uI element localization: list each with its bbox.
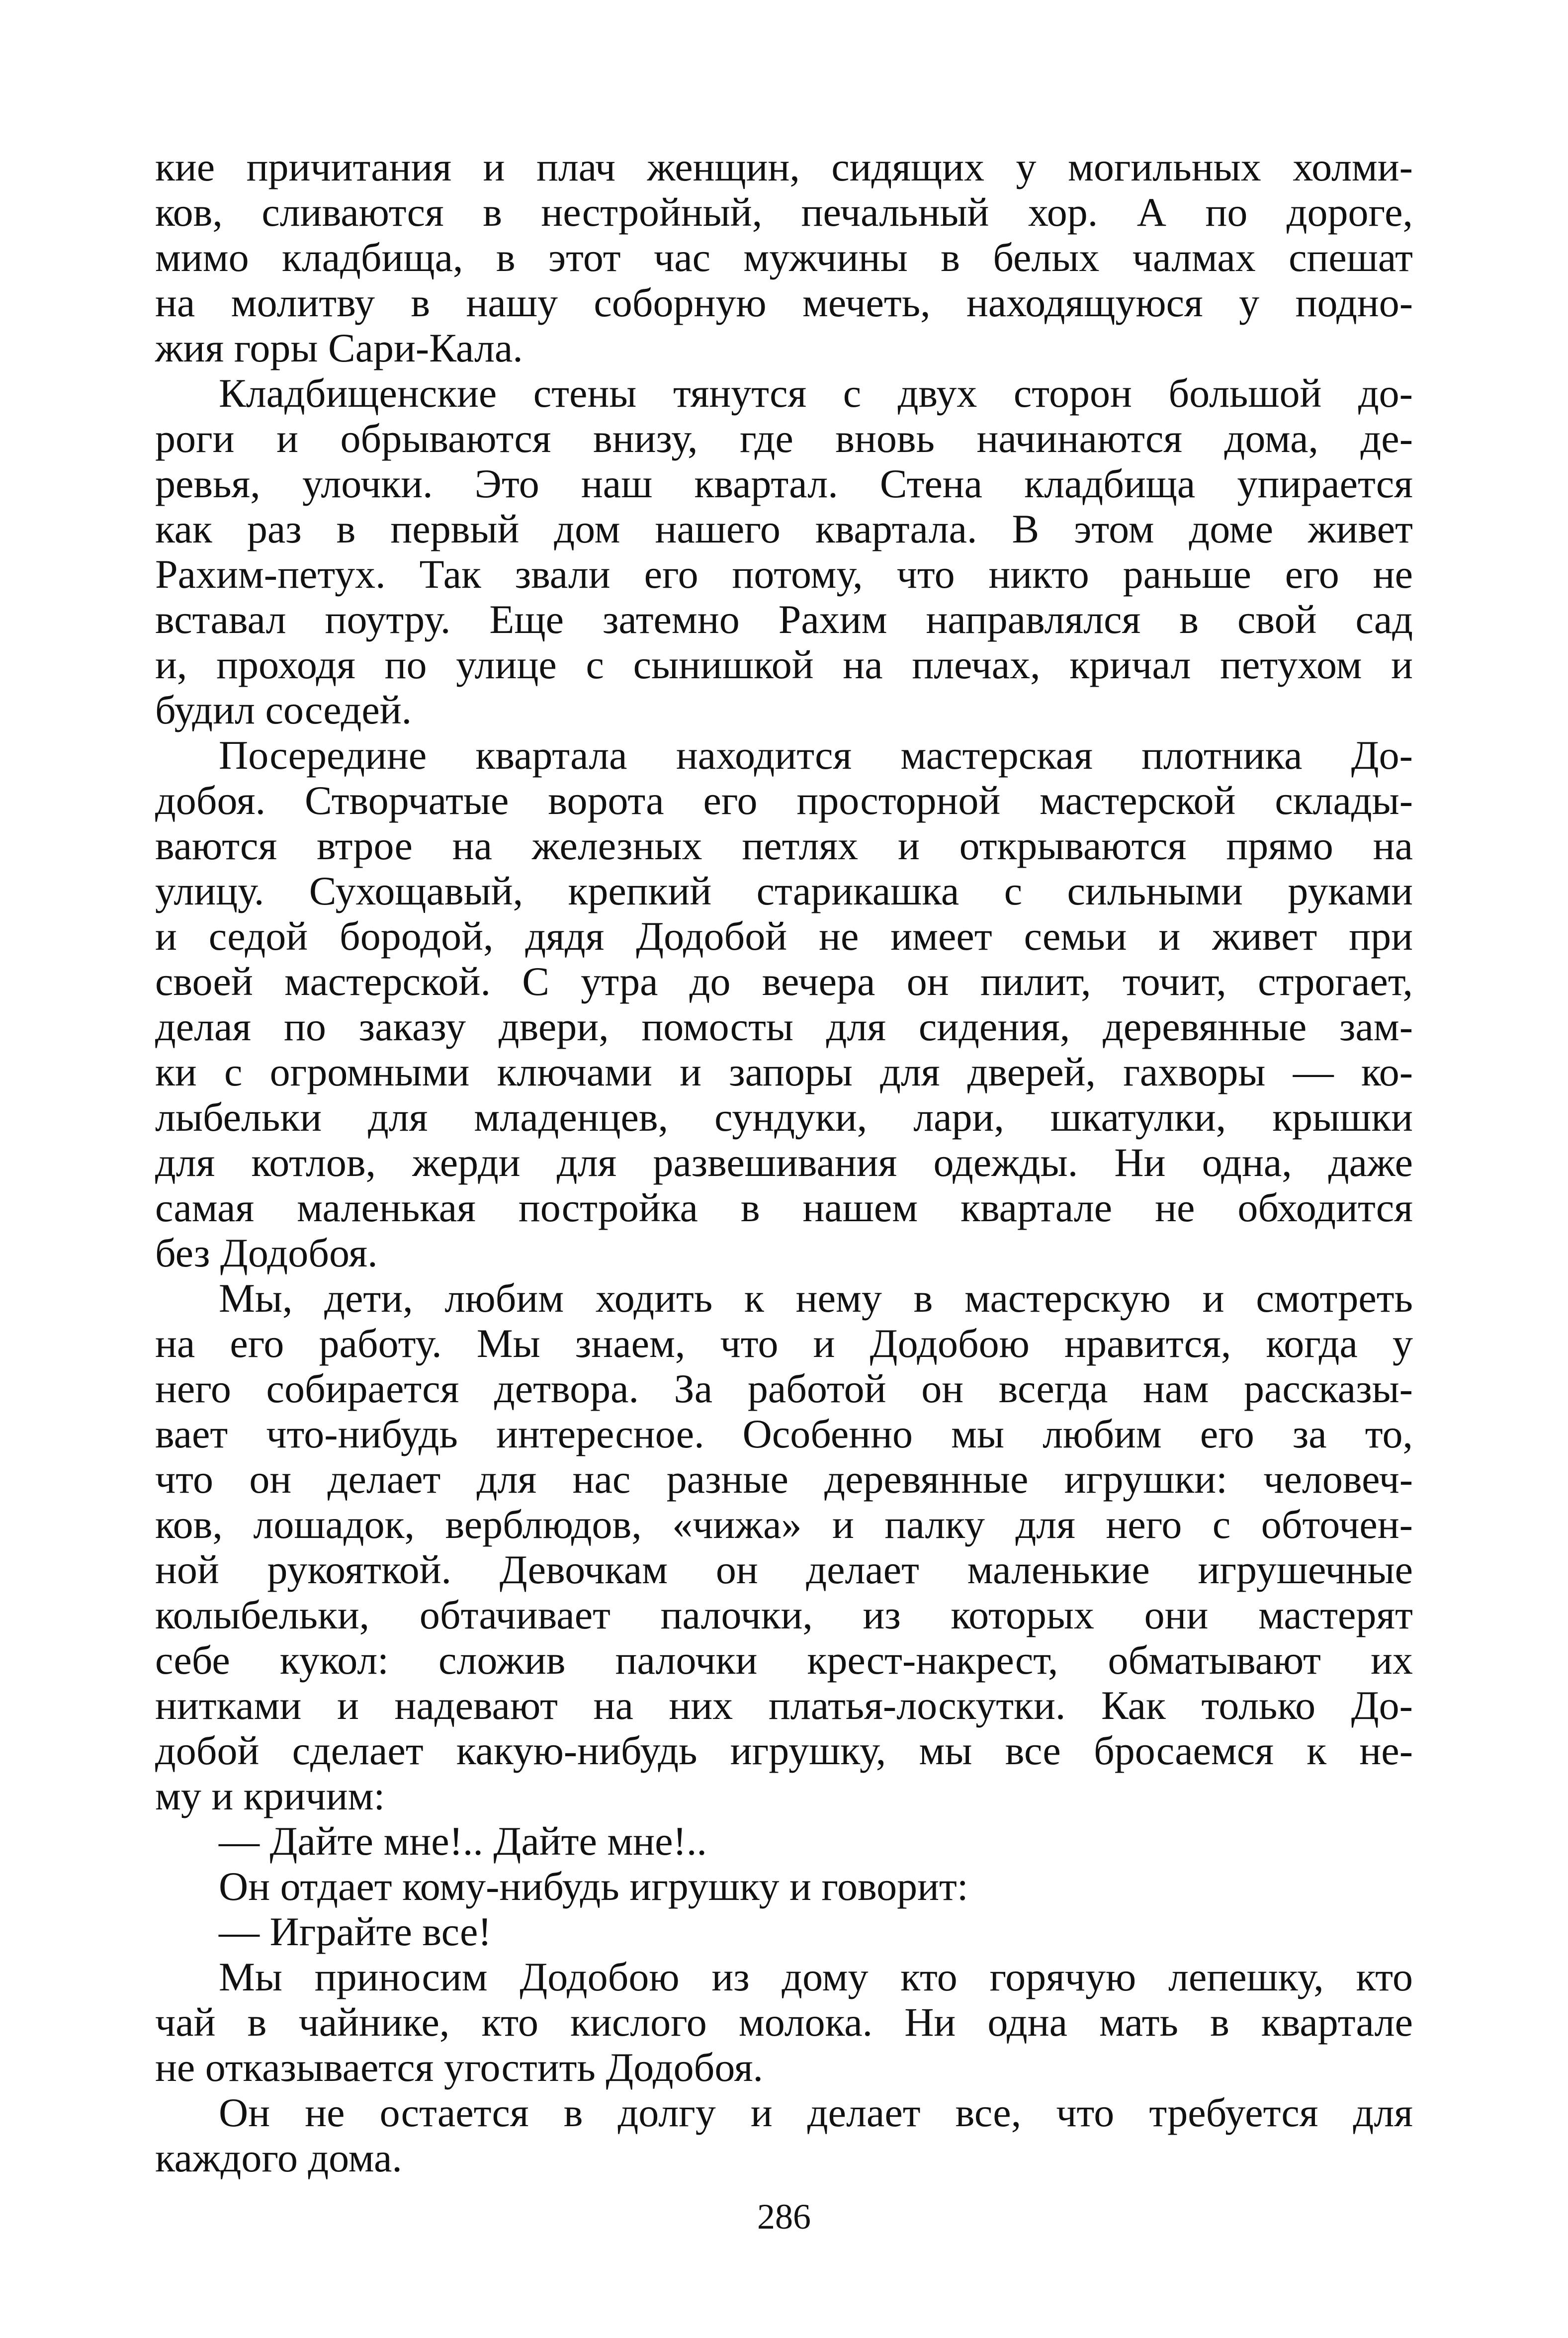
text-line: вставал поутру. Еще затемно Рахим направлялся в свой сад bbox=[155, 597, 1413, 642]
text-line: на молитву в нашу соборную мечеть, находящуюся у подно- bbox=[155, 280, 1413, 325]
text-line: ной рукояткой. Девочкам он делает маленькие игрушечные bbox=[155, 1547, 1413, 1592]
text-line: самая маленькая постройка в нашем квартале не обходится bbox=[155, 1185, 1413, 1230]
text-line: него собирается детвора. За работой он всегда нам рассказы- bbox=[155, 1366, 1413, 1411]
text-line: и седой бородой, дядя Додобой не имеет семьи и живет при bbox=[155, 913, 1413, 959]
text-line: добоя. Створчатые ворота его просторной мастерской склады- bbox=[155, 778, 1413, 823]
text-line: добой сделает какую-нибудь игрушку, мы все бросаемся к не- bbox=[155, 1728, 1413, 1773]
text-line: своей мастерской. С утра до вечера он пилит, точит, строгает, bbox=[155, 959, 1413, 1004]
body-text bbox=[155, 144, 1413, 2180]
text-line: будил соседей. bbox=[155, 687, 412, 732]
text-line: делая по заказу двери, помосты для сидения, деревянные зам- bbox=[155, 1004, 1413, 1049]
text-line: ков, сливаются в нестройный, печальный хор. А по дороге, bbox=[155, 189, 1413, 235]
text-line: чай в чайнике, кто кислого молока. Ни одна мать в квартале bbox=[155, 1999, 1413, 2045]
page-number: 286 bbox=[757, 2197, 811, 2237]
text-line: улицу. Сухощавый, крепкий старикашка с сильными руками bbox=[155, 868, 1413, 913]
text-line: ревья, улочки. Это наш квартал. Стена кладбища упирается bbox=[155, 461, 1413, 506]
text-line: каждого дома. bbox=[155, 2135, 402, 2180]
text-line: ков, лошадок, верблюдов, «чижа» и палку для него с обточен- bbox=[155, 1502, 1413, 1547]
dialogue-line: — Дайте мне!.. Дайте мне!.. bbox=[219, 1818, 707, 1864]
paragraph-first-line: Кладбищенские стены тянутся с двух сторон большой до- bbox=[219, 370, 1413, 416]
text-line: Рахим-петух. Так звали его потому, что никто раньше его не bbox=[155, 551, 1413, 597]
text-line: себе кукол: сложив палочки крест-накрест, обматывают их bbox=[155, 1637, 1413, 1683]
text-line: вает что-нибудь интересное. Особенно мы любим его за то, bbox=[155, 1411, 1413, 1456]
text-line: без Додобоя. bbox=[155, 1230, 378, 1275]
text-line: кие причитания и плач женщин, сидящих у могильных холми- bbox=[155, 144, 1413, 189]
text-line: жия горы Сари-Кала. bbox=[155, 325, 523, 370]
text-line: му и кричим: bbox=[155, 1773, 385, 1818]
text-line: и, проходя по улице с сынишкой на плечах, кричал петухом и bbox=[155, 642, 1413, 687]
text-line: мимо кладбища, в этот час мужчины в белых чалмах спешат bbox=[155, 235, 1413, 280]
paragraph-first-line: Он не остается в долгу и делает все, что требуется для bbox=[219, 2090, 1413, 2135]
text-line: ки с огромными ключами и запоры для дверей, гахворы — ко- bbox=[155, 1049, 1413, 1094]
text-line: как раз в первый дом нашего квартала. В этом доме живет bbox=[155, 506, 1413, 551]
text-line: на его работу. Мы знаем, что и Додобою нравится, когда у bbox=[155, 1321, 1413, 1366]
text-line: роги и обрываются внизу, где вновь начинаются дома, де- bbox=[155, 416, 1413, 461]
paragraph-first-line: Мы приносим Додобою из дому кто горячую лепешку, кто bbox=[219, 1954, 1413, 1999]
text-line: колыбельки, обтачивает палочки, из которых они мастерят bbox=[155, 1592, 1413, 1637]
dialogue-line: — Играйте все! bbox=[219, 1909, 492, 1954]
text-line: не отказывается угостить Додобоя. bbox=[155, 2045, 764, 2090]
text-line: нитками и надевают на них платья-лоскутки. Как только До- bbox=[155, 1683, 1413, 1728]
text-line: для котлов, жерди для развешивания одежды. Ни одна, даже bbox=[155, 1140, 1413, 1185]
paragraph-first-line: Он отдает кому-нибудь игрушку и говорит: bbox=[219, 1864, 968, 1909]
text-line: лыбельки для младенцев, сундуки, лари, шкатулки, крышки bbox=[155, 1094, 1413, 1140]
text-line: что он делает для нас разные деревянные игрушки: человеч- bbox=[155, 1456, 1413, 1502]
paragraph-first-line: Мы, дети, любим ходить к нему в мастерскую и смотреть bbox=[219, 1275, 1413, 1321]
paragraph-first-line: Посередине квартала находится мастерская плотника До- bbox=[219, 732, 1413, 778]
text-line: ваются втрое на железных петлях и открываются прямо на bbox=[155, 823, 1413, 868]
